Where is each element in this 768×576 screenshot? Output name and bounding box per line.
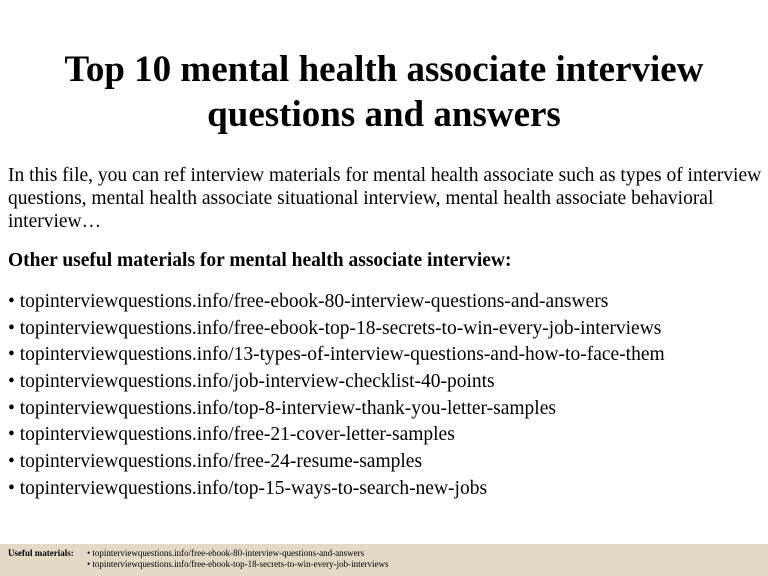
intro-paragraph: In this file, you can ref interview materials for mental health associate such as types of interview questions, mental health associate situational interview, mental health associate behavioral interview…: [8, 165, 762, 232]
materials-link-item[interactable]: • topinterviewquestions.info/free-ebook-80-interview-questions-and-answers: [8, 291, 609, 312]
materials-link-list: [8, 289, 764, 503]
footer-bar: [0, 544, 768, 576]
materials-link-item[interactable]: • topinterviewquestions.info/free-ebook-top-18-secrets-to-win-every-job-interviews: [8, 317, 662, 339]
materials-subheading: Other useful materials for mental health associate interview:: [8, 250, 512, 271]
materials-link-item[interactable]: • topinterviewquestions.info/13-types-of-interview-questions-and-how-to-face-them: [8, 344, 665, 366]
footer-label: [8, 548, 74, 559]
materials-link-item[interactable]: • topinterviewquestions.info/job-interview-checklist-40-points: [8, 371, 495, 393]
footer-label-text: Useful materials: [8, 548, 71, 558]
materials-link-item[interactable]: • topinterviewquestions.info/free-24-resume-samples: [8, 451, 423, 473]
footer-link-item[interactable]: • topinterviewquestions.info/free-ebook-top-18-secrets-to-win-every-job-interviews: [87, 559, 389, 569]
materials-link-item[interactable]: • topinterviewquestions.info/top-15-ways-to-search-new-jobs: [8, 477, 488, 499]
title-line-1: Top 10 mental health associate interview: [64, 49, 704, 90]
materials-link-item[interactable]: • topinterviewquestions.info/top-8-interview-thank-you-letter-samples: [8, 397, 556, 419]
footer-label-separator: :: [70, 548, 74, 558]
footer-link-list: [87, 548, 389, 570]
materials-link-item[interactable]: • topinterviewquestions.info/free-21-cover-letter-samples: [8, 424, 455, 446]
footer-link-item[interactable]: • topinterviewquestions.info/free-ebook-80-interview-questions-and-answers: [87, 548, 365, 558]
title-line-2: questions and answers: [207, 94, 561, 135]
page-title: [0, 47, 768, 137]
